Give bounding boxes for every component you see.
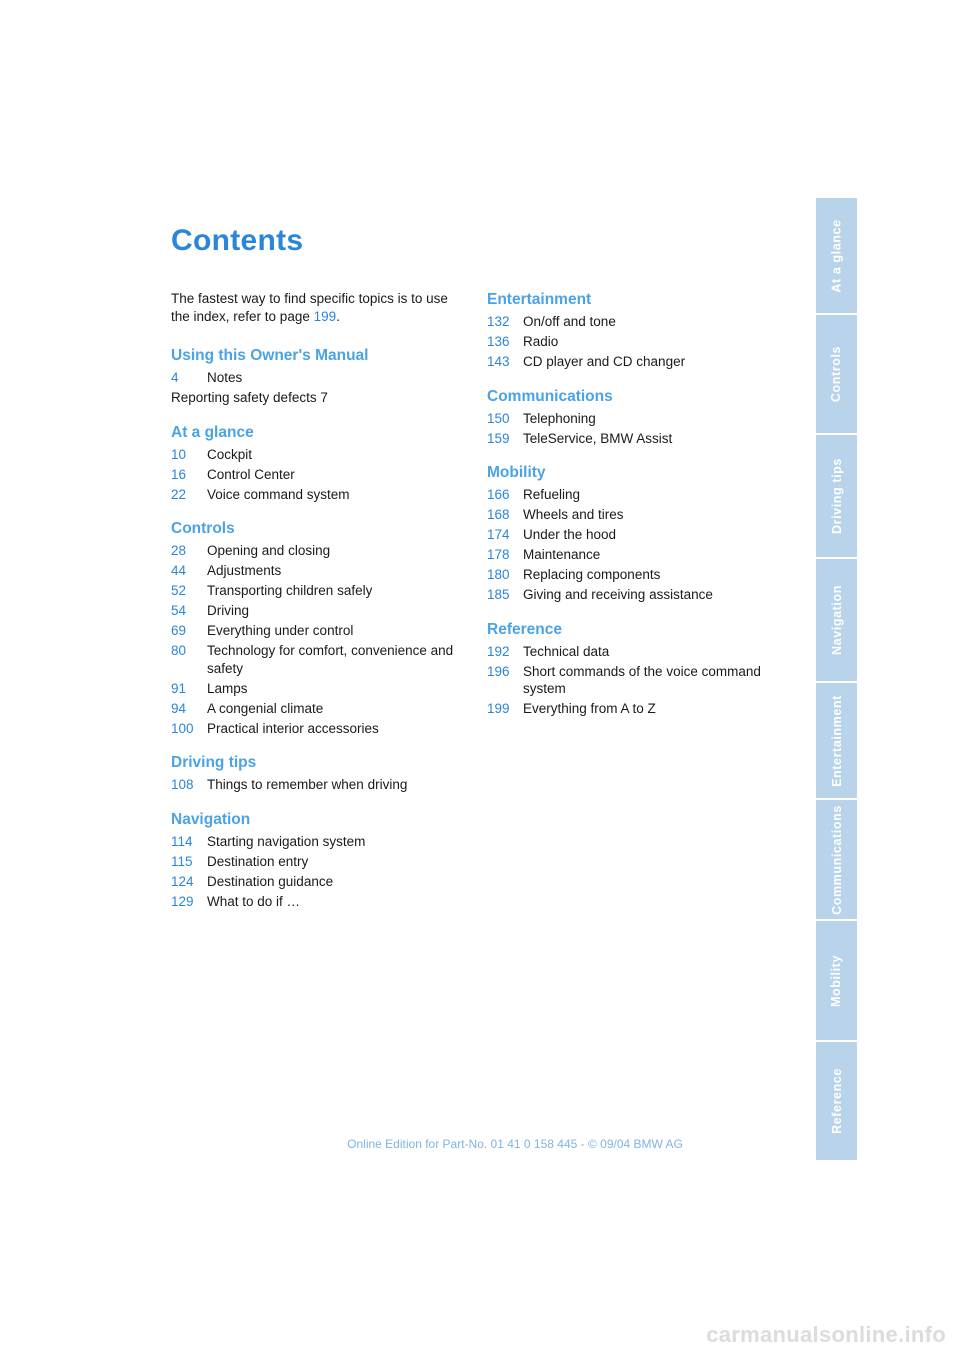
side-tab-label: Communications <box>829 804 844 915</box>
page-number-link[interactable]: 4 <box>171 370 179 385</box>
section-heading: Communications <box>487 387 613 405</box>
entry-title: A congenial climate <box>207 700 324 716</box>
side-tab-label: Entertainment <box>829 694 844 787</box>
section-heading: Using this Owner's Manual <box>171 347 369 364</box>
toc-entry[interactable] <box>487 353 782 371</box>
side-tab-label: Driving tips <box>829 458 844 534</box>
side-tab-at-a-glance[interactable] <box>816 198 857 315</box>
page-number-link[interactable]: 192 <box>487 643 510 659</box>
page-number-link[interactable]: 136 <box>487 334 510 349</box>
side-tab-label: Controls <box>829 345 844 403</box>
entry-title: Everything under control <box>207 623 354 638</box>
toc-entry[interactable] <box>487 333 782 351</box>
side-tab-label: Mobility <box>829 954 844 1007</box>
index-page-link[interactable]: 199 <box>313 309 337 324</box>
entry-title: Maintenance <box>523 547 601 562</box>
entry-title: Transporting children safely <box>207 583 373 598</box>
page-number-link[interactable]: 52 <box>171 583 187 598</box>
left-sections <box>171 346 466 910</box>
section-heading: Entertainment <box>487 291 592 308</box>
side-tab-driving-tips[interactable] <box>816 435 857 559</box>
page-number-link[interactable]: 143 <box>487 354 510 369</box>
toc-entry[interactable] <box>171 486 466 504</box>
page-number-link[interactable]: 124 <box>171 873 194 889</box>
page-number-link[interactable]: 28 <box>171 543 187 558</box>
entry-title: Technical data <box>523 643 610 659</box>
section-heading: Mobility <box>487 464 546 481</box>
page-number-link[interactable]: 129 <box>171 893 194 909</box>
entry-title: Destination guidance <box>207 873 334 889</box>
toc-entry[interactable] <box>171 369 466 387</box>
page-number-link[interactable]: 114 <box>171 833 193 849</box>
toc-entry[interactable] <box>171 853 466 871</box>
side-tab-entertainment[interactable] <box>816 683 857 800</box>
toc-entry[interactable] <box>487 410 782 428</box>
toc-entry[interactable] <box>171 446 466 464</box>
page-number-link[interactable]: 174 <box>487 527 510 542</box>
page-number-link[interactable]: 196 <box>487 663 510 679</box>
toc-entry[interactable] <box>487 586 782 604</box>
page-number-link[interactable]: 180 <box>487 567 510 582</box>
entry-title: Everything from A to Z <box>523 701 656 716</box>
page-number-link[interactable]: 91 <box>171 680 187 696</box>
entry-title: On/off and tone <box>523 314 616 329</box>
toc-entry[interactable] <box>487 663 782 698</box>
entry-title: What to do if … <box>207 893 301 909</box>
entry-title: Practical interior accessories <box>207 720 379 736</box>
page-number-link[interactable]: 80 <box>171 643 187 658</box>
entry-title: Control Center <box>207 466 295 482</box>
entry-title: CD player and CD changer <box>523 354 686 369</box>
entry-title: Telephoning <box>523 410 596 426</box>
page-number-link[interactable]: 115 <box>171 853 193 869</box>
page-number-link[interactable]: 16 <box>171 466 187 482</box>
section-controls <box>171 519 466 737</box>
toc-entry[interactable] <box>171 833 466 851</box>
entry-title: Cockpit <box>207 446 253 462</box>
side-tab-communications[interactable] <box>816 800 857 921</box>
page-number-link[interactable]: 185 <box>487 587 510 602</box>
page-number-link[interactable]: 10 <box>171 446 187 462</box>
section-navigation <box>171 810 466 911</box>
entry-title: Adjustments <box>207 563 282 578</box>
contents-column-right <box>487 290 782 734</box>
toc-entry[interactable] <box>171 680 466 698</box>
toc-entry[interactable] <box>487 566 782 584</box>
toc-extra-entry: Reporting safety defects 7 <box>171 390 328 405</box>
side-tab-navigation[interactable] <box>816 559 857 683</box>
section-mobility <box>487 463 782 604</box>
toc-entry[interactable] <box>487 430 782 448</box>
toc-entry[interactable] <box>171 720 466 738</box>
entry-title: Radio <box>523 334 559 349</box>
entry-title: Things to remember when driving <box>207 777 408 792</box>
toc-entry[interactable] <box>487 700 782 718</box>
entry-title: Lamps <box>207 680 248 696</box>
toc-entry[interactable] <box>171 642 466 677</box>
entry-title: Giving and receiving assistance <box>523 587 713 602</box>
side-tab-controls[interactable] <box>816 315 857 435</box>
toc-entry[interactable] <box>171 700 466 718</box>
page-number-link[interactable]: 22 <box>171 486 187 502</box>
toc-entry[interactable] <box>171 602 466 620</box>
toc-entry[interactable] <box>487 526 782 544</box>
toc-entry[interactable] <box>487 486 782 504</box>
page-number-link[interactable]: 94 <box>171 700 187 716</box>
toc-entry[interactable] <box>171 562 466 580</box>
section-communications <box>487 387 782 448</box>
entry-title: TeleService, BMW Assist <box>523 430 673 446</box>
chapter-sidebar <box>816 198 857 1160</box>
contents-column-left <box>171 290 466 926</box>
page-number-link[interactable]: 166 <box>487 487 510 502</box>
entry-title: Replacing components <box>523 567 661 582</box>
page-number-link[interactable]: 54 <box>171 603 187 618</box>
entry-title: Technology for comfort, convenience and safety <box>207 643 454 676</box>
entry-title: Short commands of the voice command system <box>523 663 761 696</box>
entry-title: Voice command system <box>207 486 350 502</box>
intro-text: The fastest way to find specific topics is to use the index, refer to page <box>171 291 448 324</box>
section-reference <box>487 620 782 718</box>
toc-entry[interactable] <box>487 313 782 331</box>
intro-paragraph <box>171 290 466 326</box>
toc-entry[interactable] <box>487 506 782 524</box>
entry-title: Destination entry <box>207 853 309 869</box>
toc-entry[interactable] <box>171 776 466 794</box>
side-tab-label: Reference <box>829 1068 844 1134</box>
side-tab-mobility[interactable] <box>816 921 857 1042</box>
page-number-link[interactable]: 132 <box>487 314 510 329</box>
page-number-link[interactable]: 178 <box>487 547 510 562</box>
entry-title: Opening and closing <box>207 543 331 558</box>
entry-title: Starting navigation system <box>207 833 366 849</box>
page-number-link[interactable]: 159 <box>487 430 510 446</box>
page-number-link[interactable]: 108 <box>171 777 194 792</box>
watermark: carmanualsonline.info <box>706 1322 946 1347</box>
page-number-link[interactable]: 100 <box>171 720 194 736</box>
entry-title: Driving <box>207 603 250 618</box>
entry-title: Wheels and tires <box>523 507 624 522</box>
page-number-link[interactable]: 69 <box>171 623 187 638</box>
section-heading: Controls <box>171 520 235 537</box>
footer-edition-note: Online Edition for Part-No. 01 41 0 158 445 - © 09/04 BMW AG <box>347 1137 683 1151</box>
page-number-link[interactable]: 44 <box>171 563 187 578</box>
entry-title: Notes <box>207 370 243 385</box>
section-heading: Driving tips <box>171 754 257 771</box>
intro-end: . <box>336 309 340 324</box>
toc-entry[interactable] <box>487 643 782 661</box>
entry-title: Refueling <box>523 487 581 502</box>
toc-entry[interactable] <box>171 542 466 560</box>
page-number-link[interactable]: 150 <box>487 410 510 426</box>
side-tab-label: Navigation <box>829 585 844 655</box>
toc-entry[interactable] <box>487 546 782 564</box>
section-driving-tips <box>171 753 466 794</box>
right-sections <box>487 290 782 718</box>
section-heading: Navigation <box>171 810 251 828</box>
entry-title: Under the hood <box>523 527 617 542</box>
toc-entry[interactable] <box>171 893 466 911</box>
section-using-this-owner-s-manual <box>171 346 466 407</box>
page-title: Contents <box>171 224 304 257</box>
page-number-link[interactable]: 168 <box>487 507 510 522</box>
section-entertainment <box>487 290 782 371</box>
toc-entry[interactable] <box>171 466 466 484</box>
toc-entry[interactable] <box>171 622 466 640</box>
side-tab-label: At a glance <box>829 218 844 293</box>
toc-entry[interactable] <box>171 582 466 600</box>
toc-entry[interactable] <box>171 873 466 891</box>
section-heading: At a glance <box>171 423 254 441</box>
section-heading: Reference <box>487 620 562 638</box>
section-at-a-glance <box>171 423 466 504</box>
page-number-link[interactable]: 199 <box>487 701 510 716</box>
